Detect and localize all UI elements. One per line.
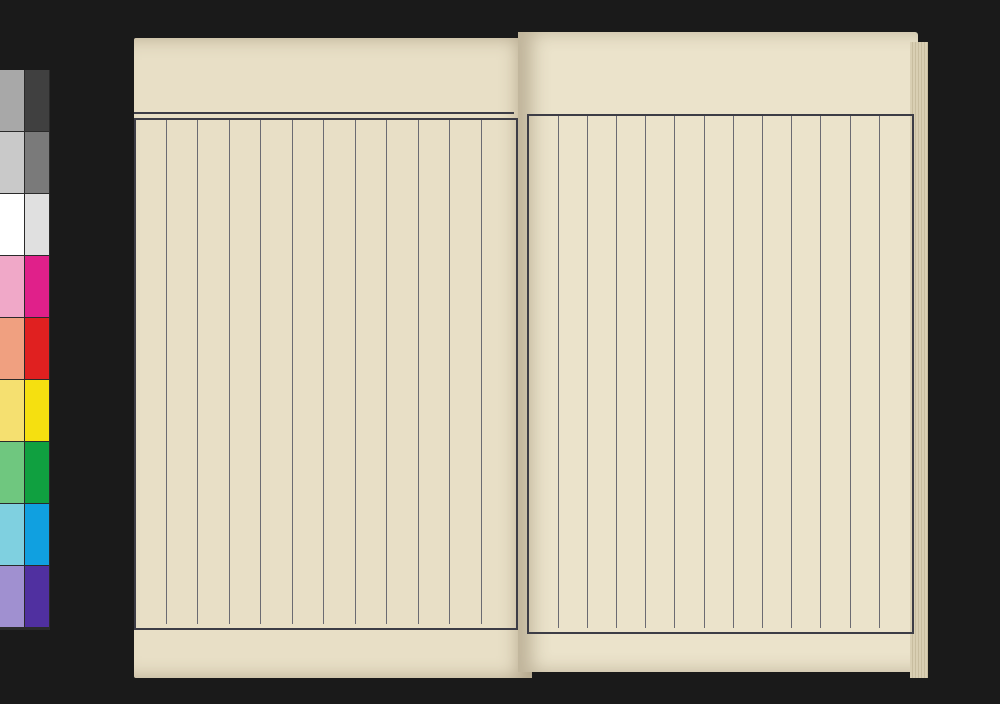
right-text-column — [534, 120, 555, 624]
column-rule — [558, 116, 559, 628]
left-text-column — [361, 124, 385, 620]
column-rule — [166, 120, 167, 624]
calibration-swatch — [25, 566, 49, 627]
left-text-column — [329, 124, 353, 620]
right-text-column — [797, 120, 818, 624]
calibration-swatch — [0, 442, 24, 503]
calibration-swatch — [0, 132, 24, 193]
calibration-swatch — [25, 132, 49, 193]
column-rule — [616, 116, 617, 628]
column-rule — [762, 116, 763, 628]
left-text-column — [172, 124, 196, 620]
left-text-column — [266, 124, 290, 620]
right-text-column — [768, 120, 789, 624]
calibration-swatch — [0, 194, 24, 255]
column-rule — [879, 116, 880, 628]
column-rule — [704, 116, 705, 628]
column-rule — [733, 116, 734, 628]
left-text-column — [140, 124, 164, 620]
column-rule — [645, 116, 646, 628]
left-text-column — [203, 124, 227, 620]
column-rule — [355, 120, 356, 624]
column-rule — [197, 120, 198, 624]
calibration-swatch — [0, 566, 24, 627]
right-text-column — [739, 120, 760, 624]
calibration-swatch — [0, 504, 24, 565]
column-rule — [323, 120, 324, 624]
calibration-swatch — [25, 442, 49, 503]
right-text-column — [680, 120, 701, 624]
calibration-swatch — [25, 70, 49, 131]
right-text-column — [564, 120, 585, 624]
column-rule — [674, 116, 675, 628]
calibration-swatch — [25, 318, 49, 379]
calibration-swatch — [25, 380, 49, 441]
calibration-swatch — [0, 256, 24, 317]
left-text-column — [298, 124, 322, 620]
right-text-column — [826, 120, 847, 624]
right-text-column — [710, 120, 731, 624]
calibration-swatch — [0, 318, 24, 379]
calibration-swatch — [25, 504, 49, 565]
column-rule — [587, 116, 588, 628]
right-text-column — [856, 120, 877, 624]
column-rule — [418, 120, 419, 624]
calibration-swatch — [25, 256, 49, 317]
color-calibration-strip — [0, 70, 50, 630]
column-rule — [449, 120, 450, 624]
right-text-column — [885, 120, 906, 624]
column-rule — [292, 120, 293, 624]
right-text-column — [622, 120, 643, 624]
column-rule — [481, 120, 482, 624]
calibration-swatch — [0, 70, 24, 131]
left-head-rule — [134, 112, 514, 114]
column-rule — [791, 116, 792, 628]
left-text-column — [424, 124, 448, 620]
calibration-swatch — [25, 194, 49, 255]
left-text-column — [235, 124, 259, 620]
calibration-swatch — [0, 380, 24, 441]
column-rule — [820, 116, 821, 628]
left-text-column — [392, 124, 416, 620]
column-rule — [260, 120, 261, 624]
column-rule — [386, 120, 387, 624]
column-rule — [850, 116, 851, 628]
right-text-column — [651, 120, 672, 624]
right-text-column — [593, 120, 614, 624]
left-text-column — [487, 124, 511, 620]
column-rule — [229, 120, 230, 624]
left-text-column — [455, 124, 479, 620]
